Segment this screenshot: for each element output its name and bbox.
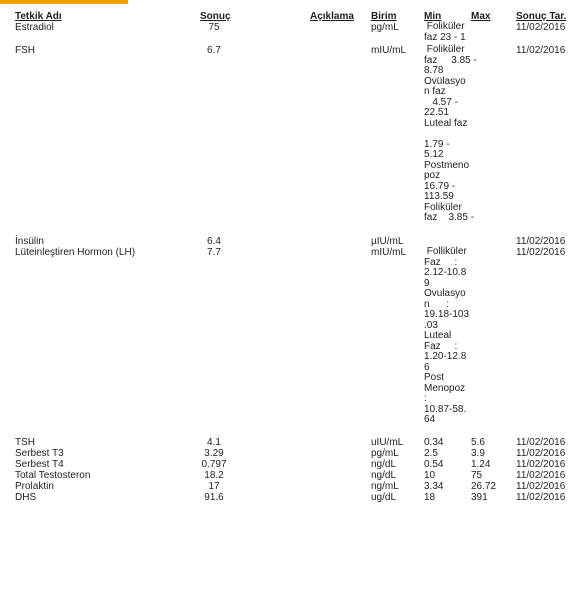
test-unit: pg/mL xyxy=(371,22,399,33)
test-date: 11/02/2016 xyxy=(516,459,566,470)
test-name: FSH xyxy=(15,45,35,56)
header-result-date: Sonuç Tar. xyxy=(516,11,567,22)
test-min: 3.34 xyxy=(424,481,444,492)
test-result: 3.29 xyxy=(204,448,224,459)
test-unit: pg/mL xyxy=(371,448,399,459)
test-name: Serbest T3 xyxy=(15,448,64,459)
accent-bar xyxy=(0,0,128,4)
test-unit: mIU/mL xyxy=(371,247,406,258)
test-name: Lüteinleştiren Hormon (LH) xyxy=(15,247,136,258)
test-name: Serbest T4 xyxy=(15,459,64,470)
test-unit: µIU/mL xyxy=(371,236,404,247)
test-date: 11/02/2016 xyxy=(516,437,566,448)
test-date: 11/02/2016 xyxy=(516,492,566,503)
test-max: 391 xyxy=(471,492,488,503)
test-name: Prolaktin xyxy=(15,481,54,492)
header-explanation: Açıklama xyxy=(310,11,354,22)
test-name: TSH xyxy=(15,437,35,448)
test-name: Estradiol xyxy=(15,22,54,33)
test-date: 11/02/2016 xyxy=(516,236,566,247)
test-date: 11/02/2016 xyxy=(516,45,566,56)
test-min: 18 xyxy=(424,492,436,503)
table-header xyxy=(0,11,579,24)
header-test-name: Tetkik Adı xyxy=(15,11,62,22)
test-result: 6.4 xyxy=(207,236,221,247)
test-result: 75 xyxy=(208,22,220,33)
test-name: İnsülin xyxy=(15,236,44,247)
test-result: 4.1 xyxy=(207,437,221,448)
test-min: 0.34 xyxy=(424,437,444,448)
test-min: 2.5 xyxy=(424,448,438,459)
reference-range: Foliküler faz 3.85 - 8.78 Ovülasyo n faz 4.57 - 22.51 Luteal faz 1.79 - 5.12 Postmeno poz 16.79 - 113.59 Foliküler faz 3.85 - xyxy=(424,44,477,223)
header-unit: Birim xyxy=(371,11,397,22)
test-result: 18.2 xyxy=(204,470,224,481)
test-date: 11/02/2016 xyxy=(516,247,566,258)
test-unit: ng/mL xyxy=(371,481,399,492)
test-min: 0.54 xyxy=(424,459,444,470)
test-result: 6.7 xyxy=(207,45,221,56)
header-max: Max xyxy=(471,11,491,22)
header-min: Min xyxy=(424,11,442,22)
test-result: 7.7 xyxy=(207,247,221,258)
test-unit: uIU/mL xyxy=(371,437,404,448)
test-min: 10 xyxy=(424,470,436,481)
header-result: Sonuç xyxy=(200,11,231,22)
test-unit: ng/dL xyxy=(371,470,397,481)
test-date: 11/02/2016 xyxy=(516,481,566,492)
test-name: Total Testosteron xyxy=(15,470,91,481)
reference-range: Foliküler faz 23 - 1 xyxy=(424,21,466,43)
test-max: 26.72 xyxy=(471,481,497,492)
test-max: 5.6 xyxy=(471,437,485,448)
test-unit: ng/dL xyxy=(371,459,397,470)
test-result: 17 xyxy=(208,481,220,492)
test-max: 1.24 xyxy=(471,459,491,470)
reference-range: Folliküler Faz : 2.12-10.8 9 Ovulasyo n : 19.18-103 .03 Luteal Faz : 1.20-12.8 6 Post Menopoz : 10.87-58. 64 xyxy=(424,246,470,425)
test-unit: ug/dL xyxy=(371,492,397,503)
test-date: 11/02/2016 xyxy=(516,22,566,33)
test-max: 3.9 xyxy=(471,448,485,459)
test-result: 91.6 xyxy=(204,492,224,503)
test-name: DHS xyxy=(15,492,37,503)
test-result: 0.797 xyxy=(201,459,227,470)
test-max: 75 xyxy=(471,470,483,481)
test-date: 11/02/2016 xyxy=(516,470,566,481)
test-unit: mIU/mL xyxy=(371,45,406,56)
test-date: 11/02/2016 xyxy=(516,448,566,459)
